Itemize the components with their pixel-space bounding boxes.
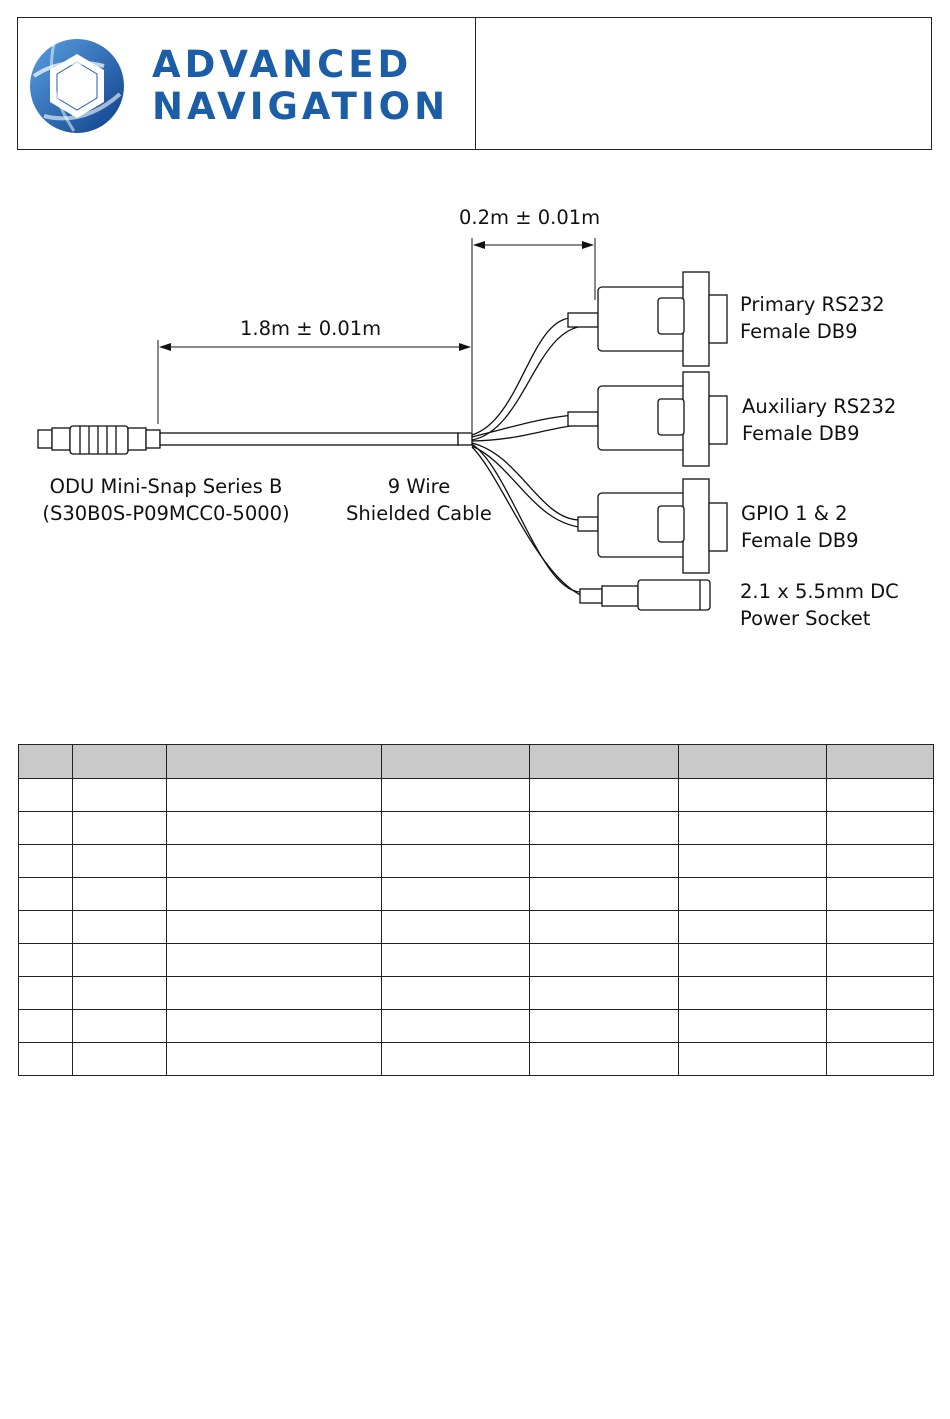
table-row	[19, 812, 934, 845]
table-row	[19, 911, 934, 944]
table-cell	[530, 878, 679, 911]
table-header-cell	[382, 745, 530, 779]
table-cell	[382, 845, 530, 878]
gpio-label-line1: GPIO 1 & 2	[741, 502, 848, 525]
primary-rs232-label	[740, 291, 885, 345]
table-header-cell	[679, 745, 827, 779]
table-cell	[827, 1043, 934, 1076]
table-cell	[530, 911, 679, 944]
table-cell	[530, 977, 679, 1010]
gpio-label-line2: Female DB9	[741, 529, 859, 552]
table-cell	[679, 977, 827, 1010]
table-cell	[19, 944, 73, 977]
table-row	[19, 1043, 934, 1076]
cable-label-line2: Shielded Cable	[346, 502, 492, 525]
cable-label-line1: 9 Wire	[387, 475, 451, 498]
brand-name-line2: NAVIGATION	[152, 85, 450, 128]
cable-label	[336, 473, 502, 527]
db9-connector-auxiliary	[568, 372, 727, 466]
table-cell	[19, 1043, 73, 1076]
table-cell	[679, 944, 827, 977]
table-cell	[679, 845, 827, 878]
table-cell	[827, 812, 934, 845]
table-cell	[827, 1010, 934, 1043]
table-cell	[679, 911, 827, 944]
table-cell	[73, 845, 167, 878]
table-cell	[167, 944, 382, 977]
table-cell	[679, 878, 827, 911]
table-row	[19, 1010, 934, 1043]
table-cell	[167, 878, 382, 911]
table-cell	[19, 845, 73, 878]
table-cell	[827, 911, 934, 944]
table-row	[19, 845, 934, 878]
brand-name-line1: ADVANCED	[152, 43, 413, 86]
table-cell	[19, 812, 73, 845]
table-cell	[73, 779, 167, 812]
table-cell	[73, 812, 167, 845]
table-cell	[679, 779, 827, 812]
table-cell	[382, 1043, 530, 1076]
table-cell	[73, 944, 167, 977]
header-right-cell	[476, 18, 931, 149]
power-socket-label-line2: Power Socket	[740, 607, 871, 630]
main-cable	[160, 433, 472, 445]
table-cell	[73, 977, 167, 1010]
table-cell	[827, 878, 934, 911]
table-cell	[19, 911, 73, 944]
table-cell	[382, 812, 530, 845]
table-cell	[382, 779, 530, 812]
table-cell	[530, 812, 679, 845]
table-header-cell	[530, 745, 679, 779]
advanced-navigation-logo-icon	[24, 36, 130, 136]
table-cell	[530, 944, 679, 977]
table-cell	[167, 779, 382, 812]
table-cell	[73, 878, 167, 911]
table-cell	[679, 812, 827, 845]
table-header-cell	[167, 745, 382, 779]
table-header-cell	[19, 745, 73, 779]
table-row	[19, 977, 934, 1010]
primary-rs232-label-line2: Female DB9	[740, 320, 858, 343]
odu-connector-label-line2: (S30B0S-P09MCC0-5000)	[42, 502, 290, 525]
table-cell	[827, 845, 934, 878]
odu-connector	[38, 426, 160, 454]
table-cell	[167, 845, 382, 878]
dimension-short-label: 0.2m ± 0.01m	[459, 206, 601, 229]
table-cell	[73, 1010, 167, 1043]
dimension-long-label: 1.8m ± 0.01m	[240, 317, 382, 340]
table-header-row	[19, 745, 934, 779]
table-cell	[167, 977, 382, 1010]
table-cell	[382, 878, 530, 911]
table-body	[19, 779, 934, 1076]
table-cell	[530, 1010, 679, 1043]
table-cell	[382, 1010, 530, 1043]
table-cell	[530, 1043, 679, 1076]
fanout-wires	[472, 318, 600, 600]
table-row	[19, 944, 934, 977]
table-cell	[530, 779, 679, 812]
table-cell	[382, 977, 530, 1010]
table-cell	[167, 1043, 382, 1076]
table-cell	[827, 944, 934, 977]
auxiliary-rs232-label	[742, 393, 896, 447]
auxiliary-rs232-label-line2: Female DB9	[742, 422, 860, 445]
power-socket-label	[740, 578, 899, 632]
table-cell	[167, 911, 382, 944]
table-cell	[382, 944, 530, 977]
table-cell	[827, 977, 934, 1010]
odu-connector-label	[30, 473, 302, 527]
table-header-cell	[827, 745, 934, 779]
db9-connector-gpio	[578, 479, 727, 573]
auxiliary-rs232-label-line1: Auxiliary RS232	[742, 395, 897, 418]
table-cell	[679, 1043, 827, 1076]
odu-connector-label-line1: ODU Mini-Snap Series B	[49, 475, 283, 498]
table-cell	[679, 1010, 827, 1043]
primary-rs232-label-line1: Primary RS232	[740, 293, 885, 316]
table-cell	[19, 878, 73, 911]
table-cell	[167, 812, 382, 845]
table-cell	[167, 1010, 382, 1043]
table-cell	[19, 977, 73, 1010]
table-cell	[73, 911, 167, 944]
dc-power-socket	[580, 580, 710, 610]
gpio-label	[741, 500, 859, 554]
table-cell	[530, 845, 679, 878]
power-socket-label-line1: 2.1 x 5.5mm DC	[740, 580, 899, 603]
table-cell	[19, 1010, 73, 1043]
table-header-cell	[73, 745, 167, 779]
db9-connector-primary	[568, 272, 727, 366]
table-cell	[19, 779, 73, 812]
pinout-table	[18, 744, 934, 1076]
table-cell	[382, 911, 530, 944]
table-row	[19, 779, 934, 812]
table-cell	[827, 779, 934, 812]
table-cell	[73, 1043, 167, 1076]
header-block	[17, 17, 932, 150]
table-row	[19, 878, 934, 911]
